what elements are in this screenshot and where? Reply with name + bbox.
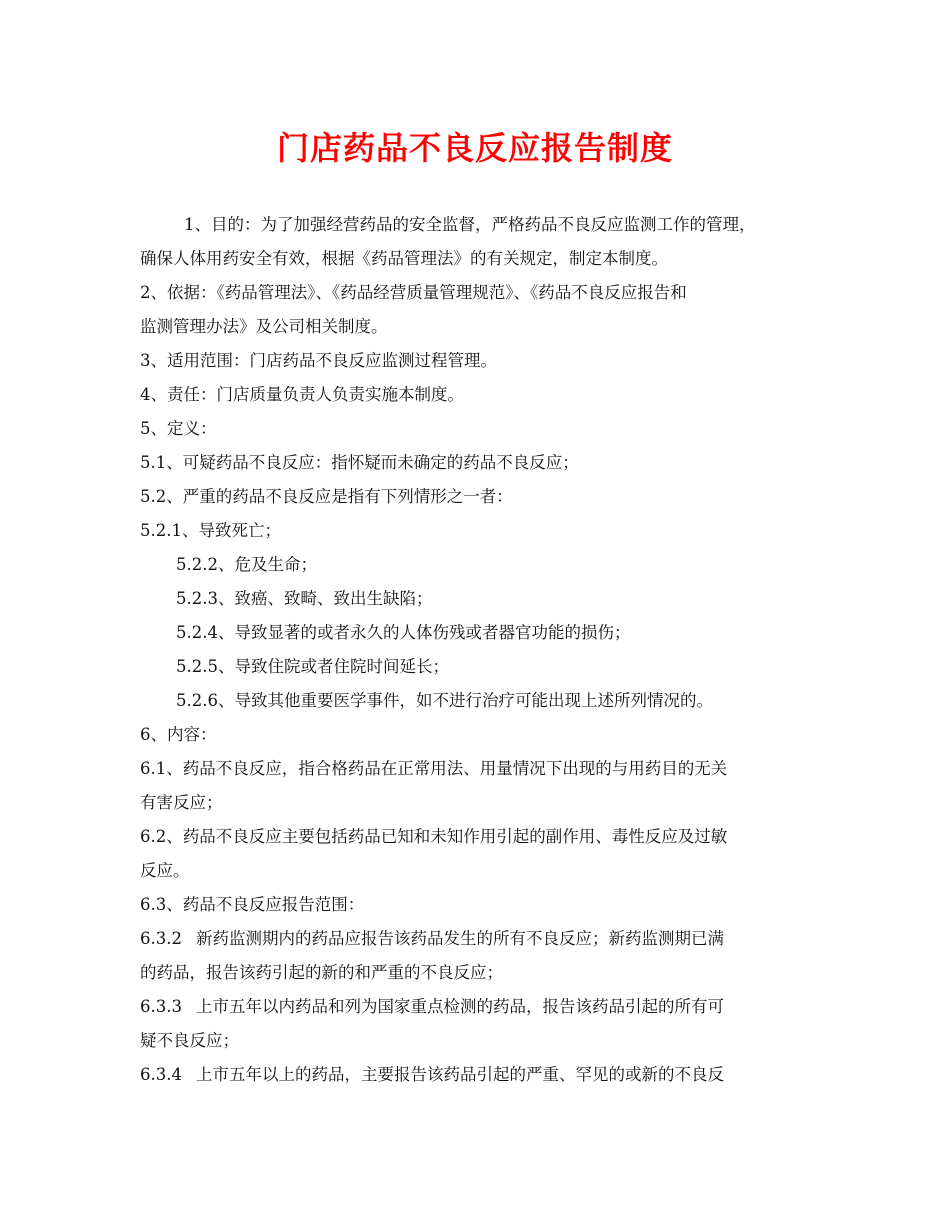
paragraph-line: 4、责任：门店质量负责人负责实施本制度。 <box>140 385 464 404</box>
paragraph-line <box>140 990 830 1024</box>
document-title: 门店药品不良反应报告制度 <box>276 129 673 167</box>
paragraph-line: 6.3、药品不良反应报告范围： <box>140 895 365 914</box>
paragraph-line: 监测管理办法》及公司相关制度。 <box>140 317 388 336</box>
paragraph-line: 5.2.6、导致其他重要医学事件，如不进行治疗可能出现上述所列情况的。 <box>176 691 713 710</box>
paragraph-line: 5.2.5、导致住院或者住院时间延长； <box>176 657 449 676</box>
document-body <box>140 208 830 1092</box>
clause-number: 6.3.3 <box>140 997 182 1016</box>
paragraph-line: 6.2、药品不良反应主要包括药品已知和未知作用引起的副作用、毒性反应及过敏 <box>140 827 728 846</box>
clause-text: 上市五年以内药品和列为国家重点检测的药品，报告该药品引起的所有可 <box>195 997 724 1016</box>
clause-text: 新药监测期内的药品应报告该药品发生的所有不良反应；新药监测期已满 <box>195 929 724 948</box>
paragraph-line <box>140 1058 830 1092</box>
paragraph-line: 确保人体用药安全有效，根据《药品管理法》的有关规定，制定本制度。 <box>140 249 668 268</box>
clause-number: 6.3.4 <box>140 1065 182 1084</box>
paragraph-line: 6、内容： <box>140 725 217 744</box>
paragraph-line: 有害反应； <box>140 793 223 812</box>
paragraph-line: 5.2.1、导致死亡； <box>140 521 281 540</box>
paragraph-line: 2、依据：《药品管理法》、《药品经营质量管理规范》、《药品不良反应报告和 <box>140 283 687 302</box>
paragraph-line: 反应。 <box>140 861 190 880</box>
paragraph-line: 的药品，报告该药引起的新的和严重的不良反应； <box>140 963 503 982</box>
paragraph-line: 5.2.2、危及生命； <box>176 555 317 574</box>
paragraph-line: 6.1、药品不良反应，指合格药品在正常用法、用量情况下出现的与用药目的无关 <box>140 759 728 778</box>
paragraph-line: 疑不良反应； <box>140 1031 239 1050</box>
paragraph-line: 5.2、严重的药品不良反应是指有下列情形之一者： <box>140 487 513 506</box>
paragraph-line: 5.2.4、导致显著的或者永久的人体伤残或者器官功能的损伤； <box>176 623 631 642</box>
paragraph-line: 5.1、可疑药品不良反应：指怀疑而未确定的药品不良反应； <box>140 453 579 472</box>
clause-text: 上市五年以上的药品，主要报告该药品引起的严重、罕见的或新的不良反 <box>195 1065 724 1084</box>
paragraph-line: 3、适用范围：门店药品不良反应监测过程管理。 <box>140 351 497 370</box>
paragraph-line: 5、定义： <box>140 419 217 438</box>
paragraph-line: 5.2.3、致癌、致畸、致出生缺陷； <box>176 589 433 608</box>
paragraph-line: 1、目的：为了加强经营药品的安全监督，严格药品不良反应监测工作的管理， <box>184 215 756 234</box>
clause-number: 6.3.2 <box>140 929 182 948</box>
paragraph-line <box>140 922 830 956</box>
